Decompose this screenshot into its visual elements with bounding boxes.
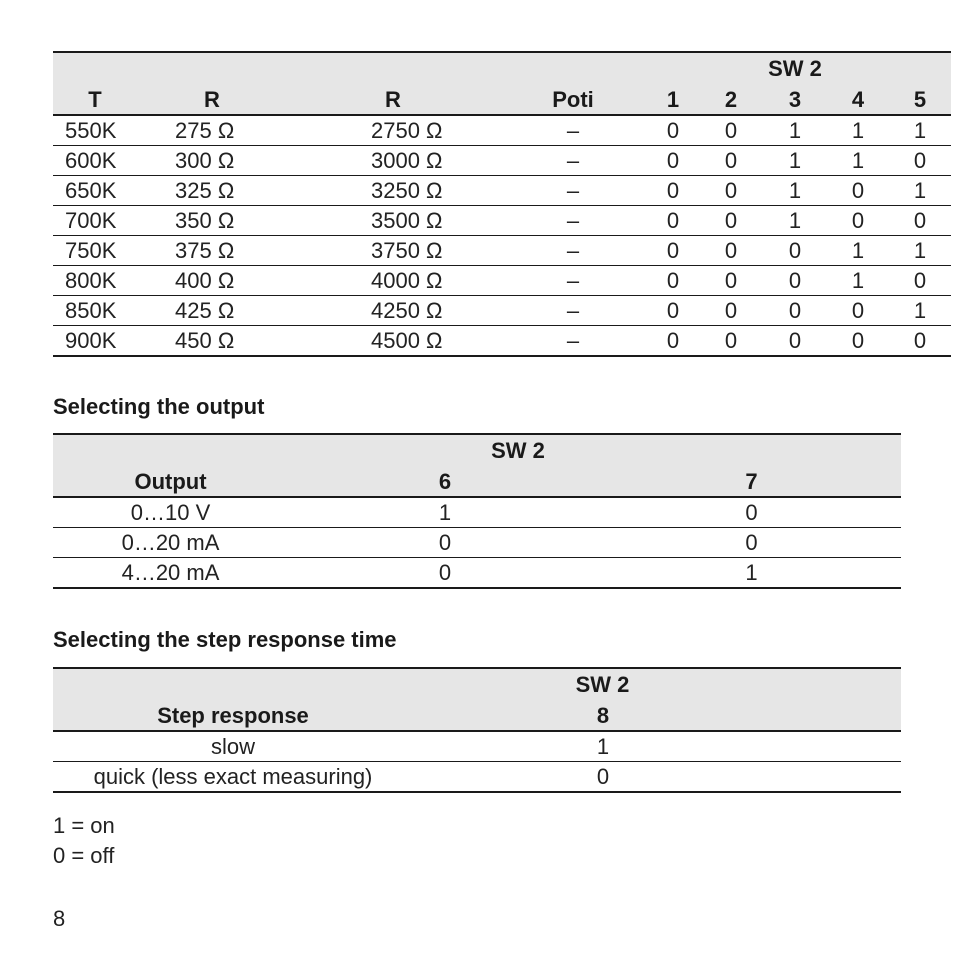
output-selection-table <box>53 433 901 589</box>
cell-switch-1: 0 <box>647 176 699 206</box>
table-body <box>53 731 901 792</box>
header-switch-6: 6 <box>288 467 602 497</box>
cell-switch-3: 0 <box>763 266 827 296</box>
cell-switch-2: 0 <box>699 236 763 266</box>
table-group-header-row <box>53 434 901 467</box>
cell-switch-2: 0 <box>699 326 763 357</box>
dip-switch-table-temperature <box>53 51 927 357</box>
table-row <box>53 146 951 176</box>
cell-poti: – <box>499 206 647 236</box>
section-title-output: Selecting the output <box>53 394 265 419</box>
cell-switch-2: 0 <box>699 266 763 296</box>
output-selection-block <box>53 433 901 589</box>
table-row <box>53 266 951 296</box>
table-row <box>53 326 951 357</box>
cell-switch-3: 1 <box>763 176 827 206</box>
cell-switch-5: 1 <box>889 236 951 266</box>
cell-switch-6: 0 <box>288 558 602 589</box>
cell-switch-4: 1 <box>827 146 889 176</box>
header-switch-7: 7 <box>602 467 901 497</box>
cell-switch-4: 0 <box>827 176 889 206</box>
cell-resistance: 275 Ω <box>137 115 287 146</box>
cell-switch-3: 1 <box>763 206 827 236</box>
table-row <box>53 762 901 793</box>
cell-switch-4: 1 <box>827 236 889 266</box>
legend-off: 0 = off <box>53 843 115 868</box>
section-title-step-response: Selecting the step response time <box>53 627 397 652</box>
header-T: T <box>53 85 137 115</box>
table-row <box>53 176 951 206</box>
header-switch-2: 2 <box>699 85 763 115</box>
cell-switch-5: 0 <box>889 146 951 176</box>
table-group-header-row <box>53 668 901 701</box>
cell-output: 0…10 V <box>53 497 288 528</box>
header-poti: Poti <box>499 85 647 115</box>
cell-resistance: 350 Ω <box>137 206 287 236</box>
cell-poti: – <box>499 326 647 357</box>
cell-temperature: 650K <box>53 176 137 206</box>
table-row <box>53 558 901 589</box>
cell-switch-7: 0 <box>602 528 901 558</box>
table-row <box>53 115 951 146</box>
cell-switch-1: 0 <box>647 326 699 357</box>
cell-switch-3: 0 <box>763 326 827 357</box>
step-response-table <box>53 667 901 793</box>
cell-poti: – <box>499 115 647 146</box>
table-header-row <box>53 467 901 497</box>
cell-output: 0…20 mA <box>53 528 288 558</box>
cell-resistance-high: 2750 Ω <box>287 115 499 146</box>
sw2-group-label: SW 2 <box>491 438 545 463</box>
cell-temperature: 750K <box>53 236 137 266</box>
table-row <box>53 236 951 266</box>
page-number: 8 <box>53 906 66 931</box>
header-R: R <box>137 85 287 115</box>
cell-poti: – <box>499 236 647 266</box>
sw2-group-label: SW 2 <box>763 52 827 85</box>
cell-switch-5: 1 <box>889 176 951 206</box>
cell-switch-1: 0 <box>647 115 699 146</box>
cell-switch-2: 0 <box>699 296 763 326</box>
table-header-row <box>53 85 951 115</box>
cell-switch-4: 1 <box>827 115 889 146</box>
cell-poti: – <box>499 296 647 326</box>
cell-switch-6: 1 <box>288 497 602 528</box>
cell-switch-4: 0 <box>827 206 889 236</box>
cell-resistance: 425 Ω <box>137 296 287 326</box>
table-row <box>53 528 901 558</box>
cell-switch-5: 1 <box>889 115 951 146</box>
cell-switch-4: 0 <box>827 326 889 357</box>
cell-switch-8: 0 <box>413 762 793 793</box>
cell-switch-1: 0 <box>647 266 699 296</box>
cell-switch-5: 1 <box>889 296 951 326</box>
temperature-resistance-table <box>53 51 951 357</box>
cell-resistance-high: 3500 Ω <box>287 206 499 236</box>
cell-switch-5: 0 <box>889 206 951 236</box>
legend-on: 1 = on <box>53 813 115 838</box>
cell-switch-6: 0 <box>288 528 602 558</box>
cell-switch-1: 0 <box>647 206 699 236</box>
header-switch-4: 4 <box>827 85 889 115</box>
cell-switch-3: 0 <box>763 296 827 326</box>
cell-switch-2: 0 <box>699 146 763 176</box>
header-switch-3: 3 <box>763 85 827 115</box>
cell-resistance-high: 3250 Ω <box>287 176 499 206</box>
table-body <box>53 497 901 588</box>
cell-resistance: 325 Ω <box>137 176 287 206</box>
header-R: R <box>287 85 499 115</box>
cell-switch-8: 1 <box>413 731 793 762</box>
cell-resistance: 400 Ω <box>137 266 287 296</box>
header-output: Output <box>53 467 288 497</box>
table-group-header-row <box>53 52 951 85</box>
cell-switch-4: 0 <box>827 296 889 326</box>
table-row <box>53 731 901 762</box>
cell-temperature: 550K <box>53 115 137 146</box>
cell-poti: – <box>499 176 647 206</box>
cell-resistance-high: 3750 Ω <box>287 236 499 266</box>
cell-step-response: slow <box>53 731 413 762</box>
cell-step-response: quick (less exact measuring) <box>53 762 413 793</box>
cell-switch-2: 0 <box>699 206 763 236</box>
cell-switch-5: 0 <box>889 326 951 357</box>
header-switch-8: 8 <box>413 701 793 731</box>
cell-temperature: 600K <box>53 146 137 176</box>
cell-resistance-high: 4500 Ω <box>287 326 499 357</box>
table-body <box>53 115 951 356</box>
step-response-block <box>53 667 901 793</box>
cell-switch-5: 0 <box>889 266 951 296</box>
cell-output: 4…20 mA <box>53 558 288 589</box>
cell-switch-3: 1 <box>763 146 827 176</box>
cell-switch-7: 0 <box>602 497 901 528</box>
header-step-response: Step response <box>53 701 413 731</box>
cell-resistance-high: 3000 Ω <box>287 146 499 176</box>
table-row <box>53 206 951 236</box>
cell-temperature: 700K <box>53 206 137 236</box>
cell-resistance: 450 Ω <box>137 326 287 357</box>
table-row <box>53 296 951 326</box>
cell-resistance-high: 4250 Ω <box>287 296 499 326</box>
cell-temperature: 900K <box>53 326 137 357</box>
cell-temperature: 800K <box>53 266 137 296</box>
cell-temperature: 850K <box>53 296 137 326</box>
cell-switch-2: 0 <box>699 176 763 206</box>
table-row <box>53 497 901 528</box>
cell-resistance: 375 Ω <box>137 236 287 266</box>
cell-switch-1: 0 <box>647 146 699 176</box>
cell-switch-3: 1 <box>763 115 827 146</box>
cell-resistance: 300 Ω <box>137 146 287 176</box>
cell-switch-1: 0 <box>647 236 699 266</box>
sw2-group-label: SW 2 <box>413 668 793 701</box>
cell-switch-4: 1 <box>827 266 889 296</box>
cell-resistance-high: 4000 Ω <box>287 266 499 296</box>
cell-poti: – <box>499 266 647 296</box>
cell-switch-2: 0 <box>699 115 763 146</box>
header-switch-1: 1 <box>647 85 699 115</box>
header-switch-5: 5 <box>889 85 951 115</box>
cell-switch-3: 0 <box>763 236 827 266</box>
table-header-row <box>53 701 901 731</box>
cell-switch-1: 0 <box>647 296 699 326</box>
cell-switch-7: 1 <box>602 558 901 589</box>
cell-poti: – <box>499 146 647 176</box>
